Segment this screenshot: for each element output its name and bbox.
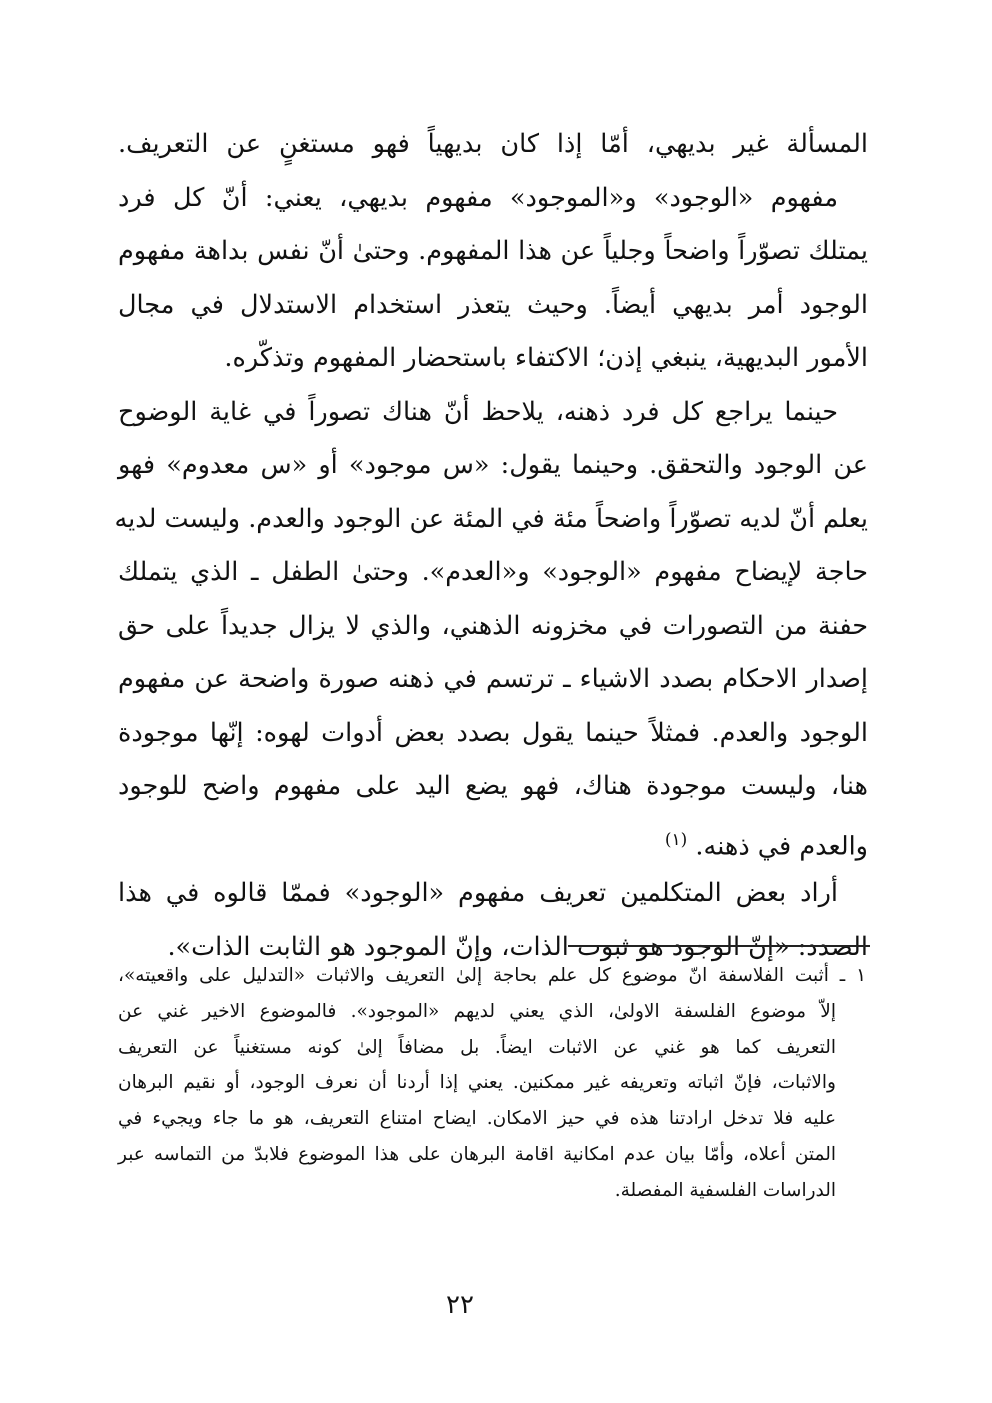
body-line: إصدار الاحكام بصدد الاشياء ـ ترتسم في ذهنه صورة واضحة عن مفهوم (118, 664, 868, 694)
footnotes (118, 958, 866, 1209)
body-line: الأمور البديهية، ينبغي إذن؛ الاكتفاء باستحضار المفهوم وتذكّره. (224, 343, 868, 373)
body-line: المسألة غير بديهي، أمّا إذا كان بديهياً فهو مستغنٍ عن التعريف. (118, 129, 868, 159)
body-line: أراد بعض المتكلمين تعريف مفهوم «الوجود» فممّا قالوه في هذا (118, 878, 838, 908)
footnote-reference[interactable]: (١) (664, 829, 688, 850)
body-line: مفهوم «الوجود» و«الموجود» مفهوم بديهي، يعني: أنّ كل فرد (118, 182, 838, 213)
body-line: الوجود والعدم. فمثلاً حينما يقول بصدد بعض أدوات لهوه: إنّها موجودة (118, 717, 868, 748)
body-line (118, 814, 868, 868)
body-line: الوجود أمر بديهي أيضاً. وحيث يتعذر استخدام الاستدلال في مجال (118, 289, 868, 320)
body-line-text: والعدم في ذهنه. (695, 831, 868, 861)
body-text (114, 118, 868, 974)
body-line: يعلم أنّ لديه تصوّراً واضحاً مئة في المئة عن الوجود والعدم. وليست لديه (114, 503, 868, 534)
footnote-line: التعريف كما هو غني عن الاثبات ايضاً. بل مضافاً إلىٰ كونه مستغنياً عن التعريف (118, 1036, 836, 1058)
footnote-line: عليه فلا تدخل ارادتنا هذه في حيز الامكان. ايضاح امتناع التعريف، هو ما جاء ويجيء في (118, 1108, 836, 1130)
footnote-divider (568, 945, 870, 947)
body-line: عن الوجود والتحقق. وحينما يقول: «س موجود» أو «س معدوم» فهو (118, 450, 868, 480)
footnote-line: ١ ـ أثبت الفلاسفة انّ موضوع كل علم بحاجة إلىٰ التعريف والاثبات «التدليل على واقعيته»، (118, 965, 866, 986)
page-number: ٢٢ (446, 1290, 474, 1320)
body-line: يمتلك تصوّراً واضحاً وجلياً عن هذا المفهوم. وحتىٰ أنّ نفس بداهة مفهوم (118, 236, 868, 266)
body-line: حفنة من التصورات في مخزونه الذهني، والذي لا يزال جديداً على حق (118, 610, 868, 641)
body-line: حينما يراجع كل فرد ذهنه، يلاحظ أنّ هناك تصوراً في غاية الوضوح (118, 396, 838, 427)
footnote-line: إلاّ موضوع الفلسفة الاولىٰ، الذي يعني لديهم «الموجود». فالموضوع الاخير غني عن (118, 1000, 836, 1022)
footnote-line: المتن أعلاه، وأمّا بيان عدم امكانية اقامة البرهان على هذا الموضوع فلابدّ من التماسه عبر (118, 1143, 836, 1165)
body-line: حاجة لإيضاح مفهوم «الوجود» و«العدم». وحتىٰ الطفل ـ الذي يتملك (118, 557, 868, 587)
footnote-line: الدراسات الفلسفية المفصلة. (614, 1179, 836, 1201)
footnote-line: والاثبات، فإنّ اثباته وتعريفه غير ممكنين. يعني إذا أردنا أن نعرف الوجود، أو نقيم البرهان (118, 1072, 836, 1094)
body-line: هنا، وليست موجودة هناك، فهو يضع اليد على مفهوم واضح للوجود (118, 771, 868, 801)
body-line: الصدد: «إنّ الوجود هو ثبوت الذات، وإنّ الموجود هو الثابت الذات». (167, 931, 868, 962)
